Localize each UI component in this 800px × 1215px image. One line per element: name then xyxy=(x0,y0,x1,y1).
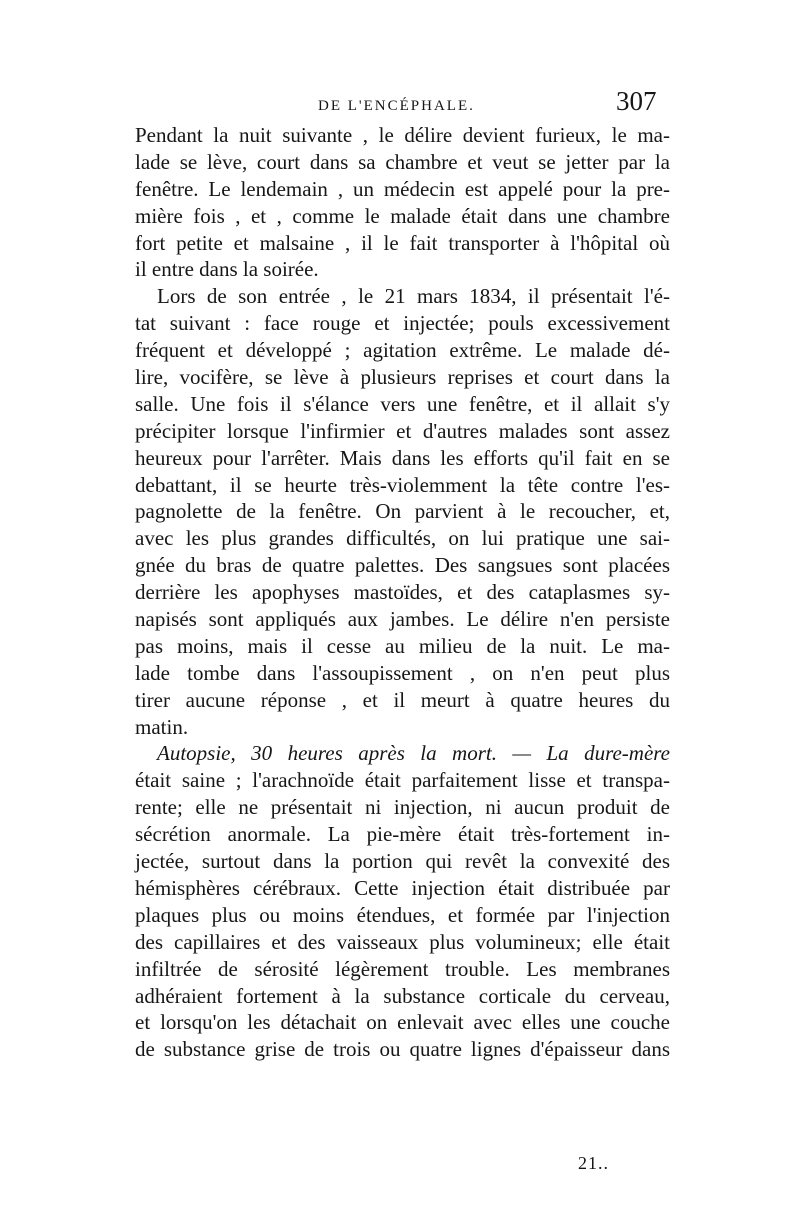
text-line: rente; elle ne présentait ni injection, ni aucun produit de xyxy=(135,795,670,820)
running-head: DE L'ENCÉPHALE. xyxy=(318,98,475,114)
text-line: il entre dans la soirée. xyxy=(135,257,319,282)
text-line: pas moins, mais il cesse au milieu de la nuit. Le ma- xyxy=(135,633,670,658)
autopsy-heading: Autopsie, xyxy=(157,741,236,766)
text-line: jectée, surtout dans la portion qui revêt la convexité des xyxy=(135,849,670,874)
text-line: fort petite et malsaine , il le fait transporter à l'hôpital où xyxy=(135,230,670,255)
text-line: pagnolette de la fenêtre. On parvient à le recoucher, et, xyxy=(135,499,670,524)
text-line: napisés sont appliqués aux jambes. Le délire n'en persiste xyxy=(135,607,670,632)
body-text xyxy=(135,122,670,1063)
page-number: 307 xyxy=(616,86,657,116)
text-line: de substance grise de trois ou quatre lignes d'épaisseur dans xyxy=(135,1037,670,1062)
text-line: mière fois , et , comme le malade était dans une chambre xyxy=(135,203,670,228)
text-line: matin. xyxy=(135,714,189,739)
text-line: et lorsqu'on les détachait on enlevait avec elles une couche xyxy=(135,1010,670,1035)
text-line: infiltrée de sérosité légèrement trouble. Les membranes xyxy=(135,956,670,981)
text-line-autopsy xyxy=(135,740,670,767)
text-line: sécrétion anormale. La pie-mère était très-fortement in- xyxy=(135,822,670,847)
signature-mark: 21.. xyxy=(578,1153,609,1173)
text-line: salle. Une fois il s'élance vers une fenêtre, et il allait s'y xyxy=(135,391,670,416)
text-line: tat suivant : face rouge et injectée; pouls excessivement xyxy=(135,311,670,336)
text-line: tirer aucune réponse , et il meurt à quatre heures du xyxy=(135,687,670,712)
text-line: des capillaires et des vaisseaux plus volumineux; elle était xyxy=(135,929,670,954)
text-line: fenêtre. Le lendemain , un médecin est appelé pour la pre- xyxy=(135,176,670,201)
text-line: lade tombe dans l'assoupissement , on n'en peut plus xyxy=(135,660,670,685)
text-line: plaques plus ou moins étendues, et formée par l'injection xyxy=(135,902,670,927)
text-line: lire, vocifère, se lève à plusieurs reprises et court dans la xyxy=(135,365,670,390)
text-line: adhéraient fortement à la substance corticale du cerveau, xyxy=(135,983,670,1008)
text-line: était saine ; l'arachnoïde était parfaitement lisse et transpa- xyxy=(135,768,670,793)
text-line: debattant, il se heurte très-violemment la tête contre l'es- xyxy=(135,472,670,497)
text-line-remainder: 30 heures après la mort. — La dure-mère xyxy=(251,741,670,766)
text-line: heureux pour l'arrêter. Mais dans les efforts qu'il fait en se xyxy=(135,445,670,470)
text-line: hémisphères cérébraux. Cette injection était distribuée par xyxy=(135,875,670,900)
text-line: fréquent et développé ; agitation extrême. Le malade dé- xyxy=(135,338,670,363)
text-line: lade se lève, court dans sa chambre et veut se jetter par la xyxy=(135,149,670,174)
text-line: Pendant la nuit suivante , le délire devient furieux, le ma- xyxy=(135,123,670,147)
text-line: avec les plus grandes difficultés, on lui pratique une sai- xyxy=(135,526,670,551)
text-line: Lors de son entrée , le 21 mars 1834, il présentait l'é- xyxy=(157,284,670,309)
text-line: gnée du bras de quatre palettes. Des sangsues sont placées xyxy=(135,553,670,578)
text-line: précipiter lorsque l'infirmier et d'autres malades sont assez xyxy=(135,418,670,443)
text-line: derrière les apophyses mastoïdes, et des cataplasmes sy- xyxy=(135,580,670,605)
